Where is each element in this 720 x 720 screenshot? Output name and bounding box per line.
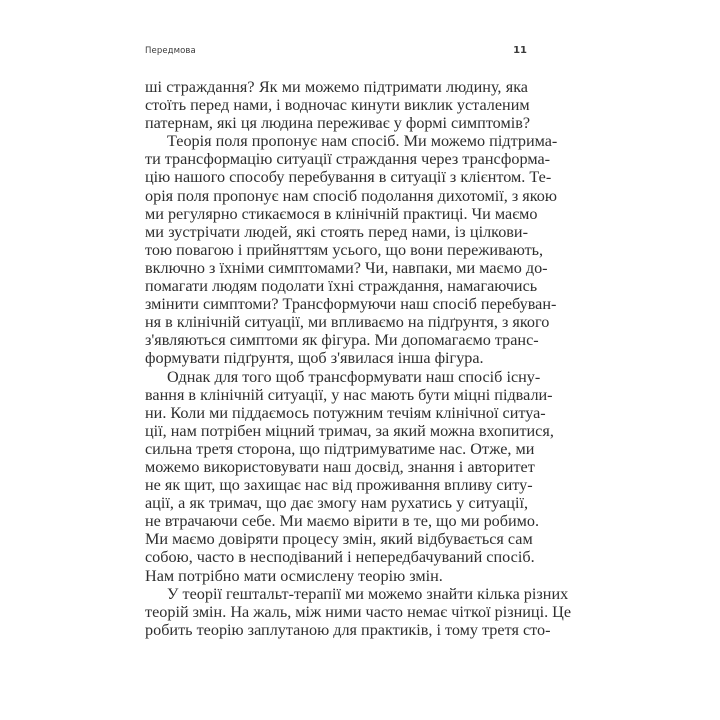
- text-line: вання в клінічній ситуації, у нас мають бути міцні підвали-: [145, 385, 553, 404]
- text-line: не як щит, що захищає нас від проживання впливу ситу-: [145, 476, 533, 495]
- section-title: Передмова: [145, 46, 196, 56]
- text-line: включно з їхніми симптомами? Чи, навпаки, ми маємо до-: [145, 258, 548, 277]
- text-line: Нам потрібно мати осмислену теорію змін.: [145, 566, 443, 585]
- text-line: ми зустрічати людей, які стоять перед нами, із цілкови-: [145, 222, 528, 241]
- text-line: з'являються симптоми як фігура. Ми допомагаємо транс-: [145, 331, 539, 350]
- text-line: ми регулярно стикаємося в клінічній практиці. Чи маємо: [145, 204, 538, 223]
- text-line: Однак для того щоб трансформувати наш спосіб існу-: [167, 367, 541, 386]
- text-line: сильна третя сторона, що підтримуватиме нас. Отже, ми: [145, 439, 535, 458]
- text-line: тою повагою і прийняттям усього, що вони переживають,: [145, 240, 544, 259]
- text-line: ни. Коли ми піддаємось потужним течіям клінічної ситуа-: [145, 403, 546, 422]
- text-line: У теорії гештальт-терапії ми можемо знайти кілька різних: [167, 584, 569, 603]
- text-line: формувати підґрунтя, щоб з'явилася інша фігура.: [145, 349, 484, 368]
- text-line: орія поля пропонує нам спосіб подолання дихотомії, з якою: [145, 186, 557, 205]
- paragraph: [145, 132, 558, 368]
- text-line: змінити симптоми? Трансформуючи наш спосіб перебуван-: [145, 295, 557, 314]
- text-line: ші страждання? Як ми можемо підтримати людину, яка: [145, 78, 528, 96]
- text-line: ня в клінічній ситуації, ми впливаємо на підґрунтя, з якого: [145, 313, 550, 332]
- text-line: ти трансформацію ситуації страждання через трансформа-: [145, 150, 551, 169]
- text-line: цію нашого способу перебування в ситуації з клієнтом. Те-: [145, 168, 552, 187]
- paragraph: [145, 367, 554, 585]
- page-number: 11: [513, 45, 527, 56]
- text-line: Ми маємо довіряти процесу змін, який відбувається сам: [145, 530, 533, 549]
- text-line: собою, часто в несподіваний і непередбачуваний спосіб.: [145, 548, 535, 567]
- text-line: не втрачаючи себе. Ми маємо вірити в те, що ми робимо.: [145, 512, 540, 531]
- text-line: робить теорію заплутаною для практиків, і тому третя сто-: [145, 620, 551, 639]
- paragraph: [145, 78, 531, 133]
- text-line: Теорія поля пропонує нам спосіб. Ми можемо підтрима-: [167, 132, 558, 151]
- text-line: стоїть перед нами, і водночас кинути виклик усталеним: [145, 96, 530, 115]
- text-line: теорій змін. На жаль, між ними часто немає чіткої різниці. Це: [145, 602, 572, 621]
- text-line: патернам, які ця людина переживає у формі симптомів?: [145, 114, 531, 133]
- text-line: можемо використовувати наш досвід, знання і авторитет: [145, 457, 535, 476]
- text-line: помагати людям подолати їхні страждання, намагаючись: [145, 277, 538, 296]
- book-page: [145, 0, 572, 720]
- running-head: [145, 46, 528, 60]
- body-text: [145, 78, 572, 639]
- text-line: ації, а як тримач, що дає змогу нам рухатись у ситуації,: [145, 494, 528, 513]
- text-line: ції, нам потрібен міцний тримач, за який можна вхопитися,: [145, 421, 554, 440]
- paragraph: [145, 584, 572, 639]
